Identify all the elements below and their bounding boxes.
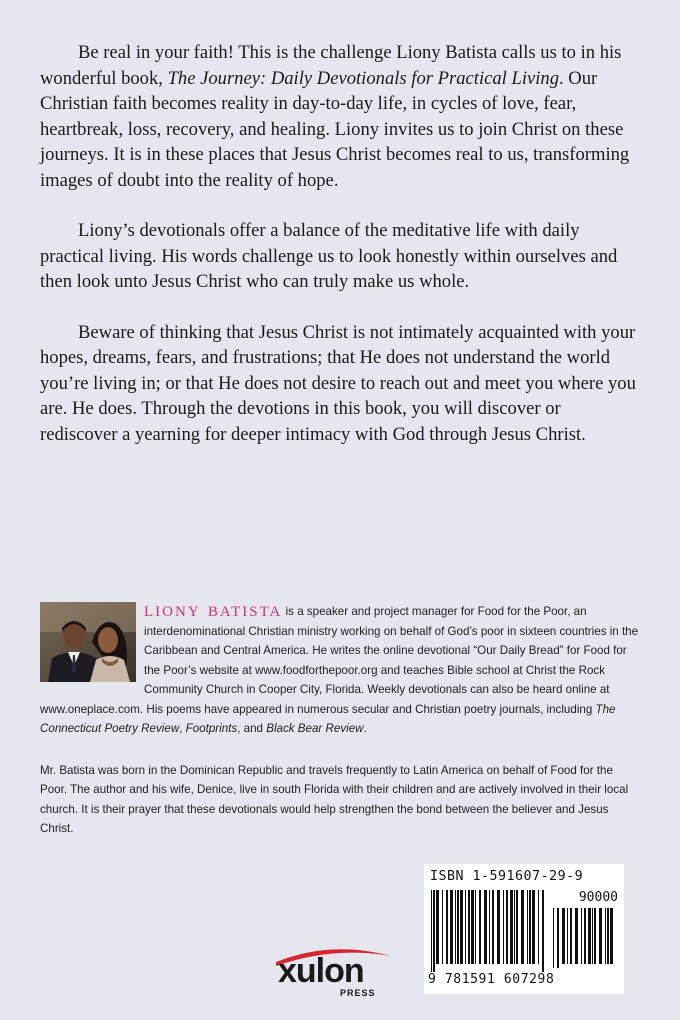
barcode-bar [479,890,481,964]
blurb-p1-text-b: . Our Christian faith becomes reality in day-to-day life, in cycles of love, fear, heartbreak, loss, recovery, and healing. Liony invites us to join Christ on these journeys. It is in these places that Jesus Christ becomes real to us, transforming images of doubt into the reality of hope. [40,67,630,191]
ean-number: 9 781591 607298 [428,972,555,987]
xulon-press-logo [272,942,396,998]
author-photo [40,602,136,682]
barcode-bar [433,890,435,972]
barcode-bar [605,908,606,964]
book-title: The Journey: Daily Devotionals for Practical Living [167,67,559,89]
barcode-bar [497,890,500,964]
barcode-bar [527,890,528,964]
barcode-bar [516,890,518,964]
barcode-bar [457,890,459,964]
barcode-bar [503,890,504,964]
journal-title-1: The Connecticut Poetry Review [40,702,616,735]
journal-title-2: Footprints [185,722,238,735]
barcode-bar [553,908,554,968]
barcode-bar [594,908,596,964]
barcode-bar [532,890,535,964]
barcode-bar [514,890,515,964]
barcode-bar [510,890,513,964]
barcode-bar [446,890,448,964]
barcode-bar [538,890,539,964]
barcode-bar [489,890,490,964]
journal-separator-1: , [179,722,186,735]
journal-title-3: Black Bear Review [266,722,364,735]
logo-subtext: PRESS [340,988,376,998]
barcode-bar [431,890,432,972]
barcode-bar [471,890,474,964]
logo-wordmark: xulon [278,952,364,990]
barcode-bar [521,890,524,964]
barcode-bar [562,908,565,964]
barcode-bar [570,908,572,964]
blurb-paragraph-1 [40,40,642,193]
barcode-bar [557,908,559,968]
barcode-bar [506,890,508,964]
barcode-bar [567,908,568,964]
bio-p1-text: is a speaker and project manager for Food for the Poor, an interdenominational Christian ministry working on behalf of God’s poor in sixteen countries in the Caribbean and Central America. He writes the online devotional “Our Daily Bread” for Food for the Poor’s website at www.foodforthepoor.org and teaches Bible school at Christ the Rock Community Church in Cooper City, Florida. Weekly devotionals can also be heard online at www.oneplace.com. His poems have appeared in numerous secular and Christian poetry journals, including [40,605,639,716]
back-cover-blurb [40,40,642,472]
author-bio [40,597,640,839]
barcode-bar [455,890,456,964]
blurb-paragraph-2: Liony’s devotionals offer a balance of the meditative life with daily practical living. His words challenge us to look honestly within ourselves and then look unto Jesus Christ who can truly make us whole. [40,220,618,292]
barcode-bar [484,890,487,964]
blurb-p1-text-a: Be real in your faith! This is the challenge Liony Batista calls us to in his wonderful book, [40,42,622,89]
barcode-bar [575,908,578,964]
author-name: liony batista [144,597,283,621]
isbn-barcode-block [424,864,624,994]
blurb-paragraph-3: Beware of thinking that Jesus Christ is not intimately acquainted with your hopes, dreams, fears, and frustrations; that He does not understand the world you’re living in; or that He does not desire to reach out and meet you where you are. He does. Through the devotions in this book, you will discover or rediscover a yearning for deeper intimacy with God through Jesus Christ. [40,321,636,445]
bio-paragraph-2: Mr. Batista was born in the Dominican Republic and travels frequently to Latin America on behalf of Food for the Poor. The author and his wife, Denice, live in south Florida with their children and are actively involved in their local church. It is their prayer that these devotionals would help strengthen the bond between the believer and Jesus Christ. [40,763,629,835]
barcode-bar [607,908,609,964]
barcode-bar [529,890,531,964]
barcode-bar [436,890,439,964]
barcode-bar [599,908,602,964]
barcode-bar [592,908,593,964]
barcode-bar [610,908,613,964]
journal-separator-2: , and [237,722,267,735]
isbn-label: ISBN 1-591607-29-9 [430,869,584,884]
barcode-bar [581,908,582,964]
price-barcode [552,908,618,968]
barcode-bar [588,908,591,964]
barcode-bar [450,890,453,964]
barcode-bar [442,890,443,964]
barcode-bar [460,890,463,964]
bio-p1-end: . [363,722,367,735]
barcode-bar [584,908,586,964]
ean-barcode [430,890,548,972]
barcode-bar [468,890,470,964]
barcode-bar [475,890,476,964]
barcode-bar [542,890,544,972]
barcode-bar [492,890,494,964]
price-code: 90000 [578,890,618,905]
barcode-bar [465,890,466,964]
